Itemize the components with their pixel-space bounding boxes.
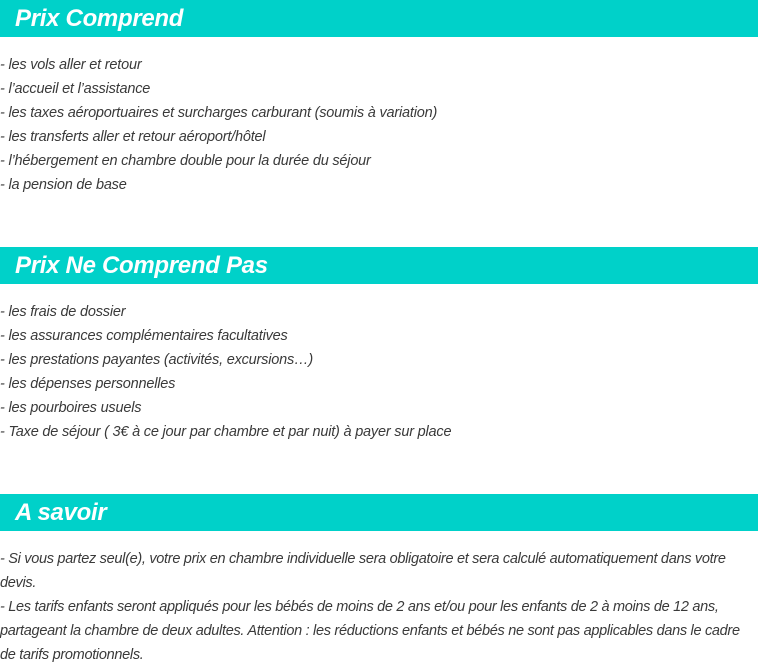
list-item: - les vols aller et retour [0, 57, 142, 73]
excluded-list [0, 300, 758, 444]
list-item: - les dépenses personnelles [0, 376, 176, 392]
info-paragraphs [0, 547, 758, 667]
section-prix-ne-comprend-pas [0, 247, 758, 444]
list-item: - les assurances complémentaires facultatives [0, 328, 288, 344]
section-header [0, 0, 758, 37]
list-item: - l’accueil et l’assistance [0, 81, 151, 97]
list-item: - l’hébergement en chambre double pour la durée du séjour [0, 153, 371, 169]
list-item: - les pourboires usuels [0, 400, 142, 416]
list-item: - les frais de dossier [0, 304, 126, 320]
info-paragraph: - Les tarifs enfants seront appliqués pour les bébés de moins de 2 ans et/ou pour les enfants de 2 à moins de 12 ans, partageant la chambre de deux adultes. Attention : les réductions enfants et bébés ne sont pas applicables dans le cadre de tarifs promotionnels. [0, 599, 740, 663]
list-item: - Taxe de séjour ( 3€ à ce jour par chambre et par nuit) à payer sur place [0, 424, 452, 440]
info-paragraph: - Si vous partez seul(e), votre prix en chambre individuelle sera obligatoire et sera calculé automatiquement dans votre devis. [0, 551, 726, 591]
section-title: A savoir [15, 498, 107, 526]
list-item: - les transferts aller et retour aéroport/hôtel [0, 129, 266, 145]
section-title: Prix Ne Comprend Pas [15, 251, 268, 279]
section-prix-comprend [0, 0, 758, 197]
section-a-savoir [0, 494, 758, 667]
list-item: - les prestations payantes (activités, excursions…) [0, 352, 313, 368]
list-item: - la pension de base [0, 177, 127, 193]
section-header [0, 494, 758, 531]
section-header [0, 247, 758, 284]
section-title: Prix Comprend [15, 4, 184, 32]
list-item: - les taxes aéroportuaires et surcharges carburant (soumis à variation) [0, 105, 438, 121]
included-list [0, 53, 758, 197]
